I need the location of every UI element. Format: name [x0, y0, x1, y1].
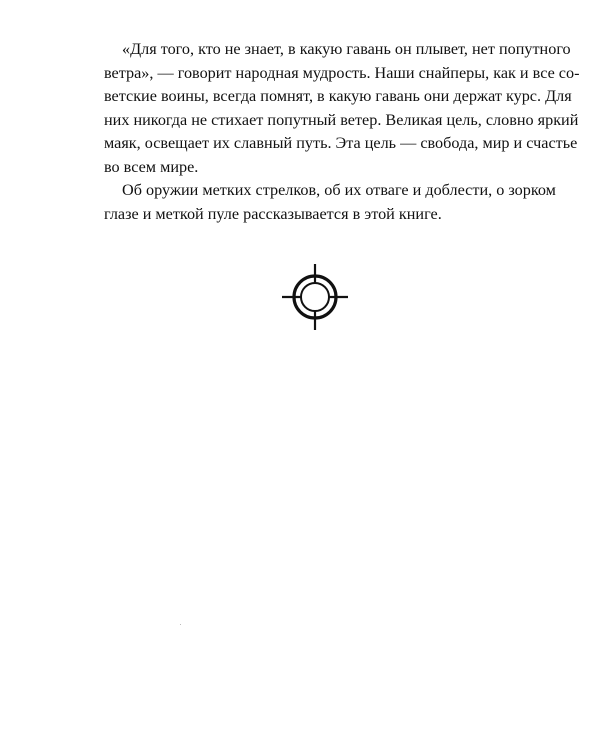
text-line: «Для того, кто не знает, в какую гавань он плывет, нет попутного [122, 40, 571, 58]
text-block [104, 38, 580, 226]
text-line: них никогда не стихает попутный ветер. Великая цель, словно яркий [104, 110, 579, 129]
text-line: во всем мире. [104, 157, 199, 176]
text-line: маяк, освещает их славный путь. Эта цель — свобода, мир и счастье [104, 134, 578, 152]
paragraph-1 [104, 38, 580, 179]
paragraph-2 [104, 179, 556, 226]
text-line: ветра», — говорит народная мудрость. Наши снайперы, как и все со- [104, 63, 580, 82]
text-line: ветские воины, всегда помнят, в какую гавань они держат курс. Для [104, 87, 572, 105]
crosshair-icon [280, 262, 350, 332]
text-line: Об оружии метких стрелков, об их отваге и доблести, о зорком [122, 181, 556, 199]
text-line: глазе и меткой пуле рассказывается в этой книге. [104, 204, 442, 223]
print-speck [180, 624, 181, 625]
